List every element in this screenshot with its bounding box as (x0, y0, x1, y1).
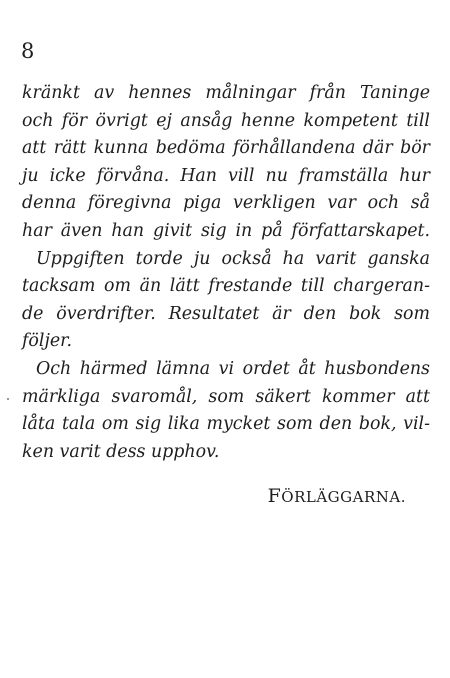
line-text: att rätt kunna bedöma förhållandena där bör (22, 138, 430, 159)
line (22, 384, 430, 412)
line-text: Och härmed lämna vi ordet åt husbondens (36, 358, 430, 379)
page-number: 8 (21, 39, 35, 63)
stray-mark (7, 398, 9, 400)
line (22, 273, 430, 301)
line (22, 163, 430, 191)
line-text: låta tala om sig lika mycket som den bok, vil- (22, 414, 430, 435)
line (22, 411, 430, 439)
line (22, 439, 430, 467)
line-text: tacksam om än lätt frestande till chargeran- (22, 276, 430, 297)
line (22, 246, 430, 274)
body-text (22, 80, 430, 466)
line-text: märkliga svaromål, som säkert kommer att (22, 386, 430, 407)
line-text: ju icke förvåna. Han vill nu framställa hur (22, 165, 430, 186)
line-text: de överdrifter. Resultatet är den bok som (22, 303, 430, 324)
line-text: följer. (22, 331, 73, 352)
line (22, 190, 430, 218)
line (22, 356, 430, 384)
line-text: ken varit dess upphov. (22, 441, 220, 462)
line-text: denna föregivna piga verkligen var och så (22, 193, 430, 214)
line-text: Uppgiften torde ju också ha varit ganska (36, 248, 430, 269)
signature-initial: F (267, 485, 282, 507)
line-text: och för övrigt ej ansåg henne kompetent till (22, 110, 430, 131)
line-text: har även han givit sig in på författarskapet. (22, 220, 430, 241)
line (22, 301, 430, 329)
line-text: kränkt av hennes målningar från Taninge (22, 83, 430, 103)
signature (268, 485, 406, 507)
signature-rest: ÖRLÄGGARNA. (281, 488, 406, 506)
line (22, 135, 430, 163)
line (22, 80, 430, 108)
line (22, 108, 430, 136)
line (22, 218, 430, 246)
line (22, 328, 430, 356)
